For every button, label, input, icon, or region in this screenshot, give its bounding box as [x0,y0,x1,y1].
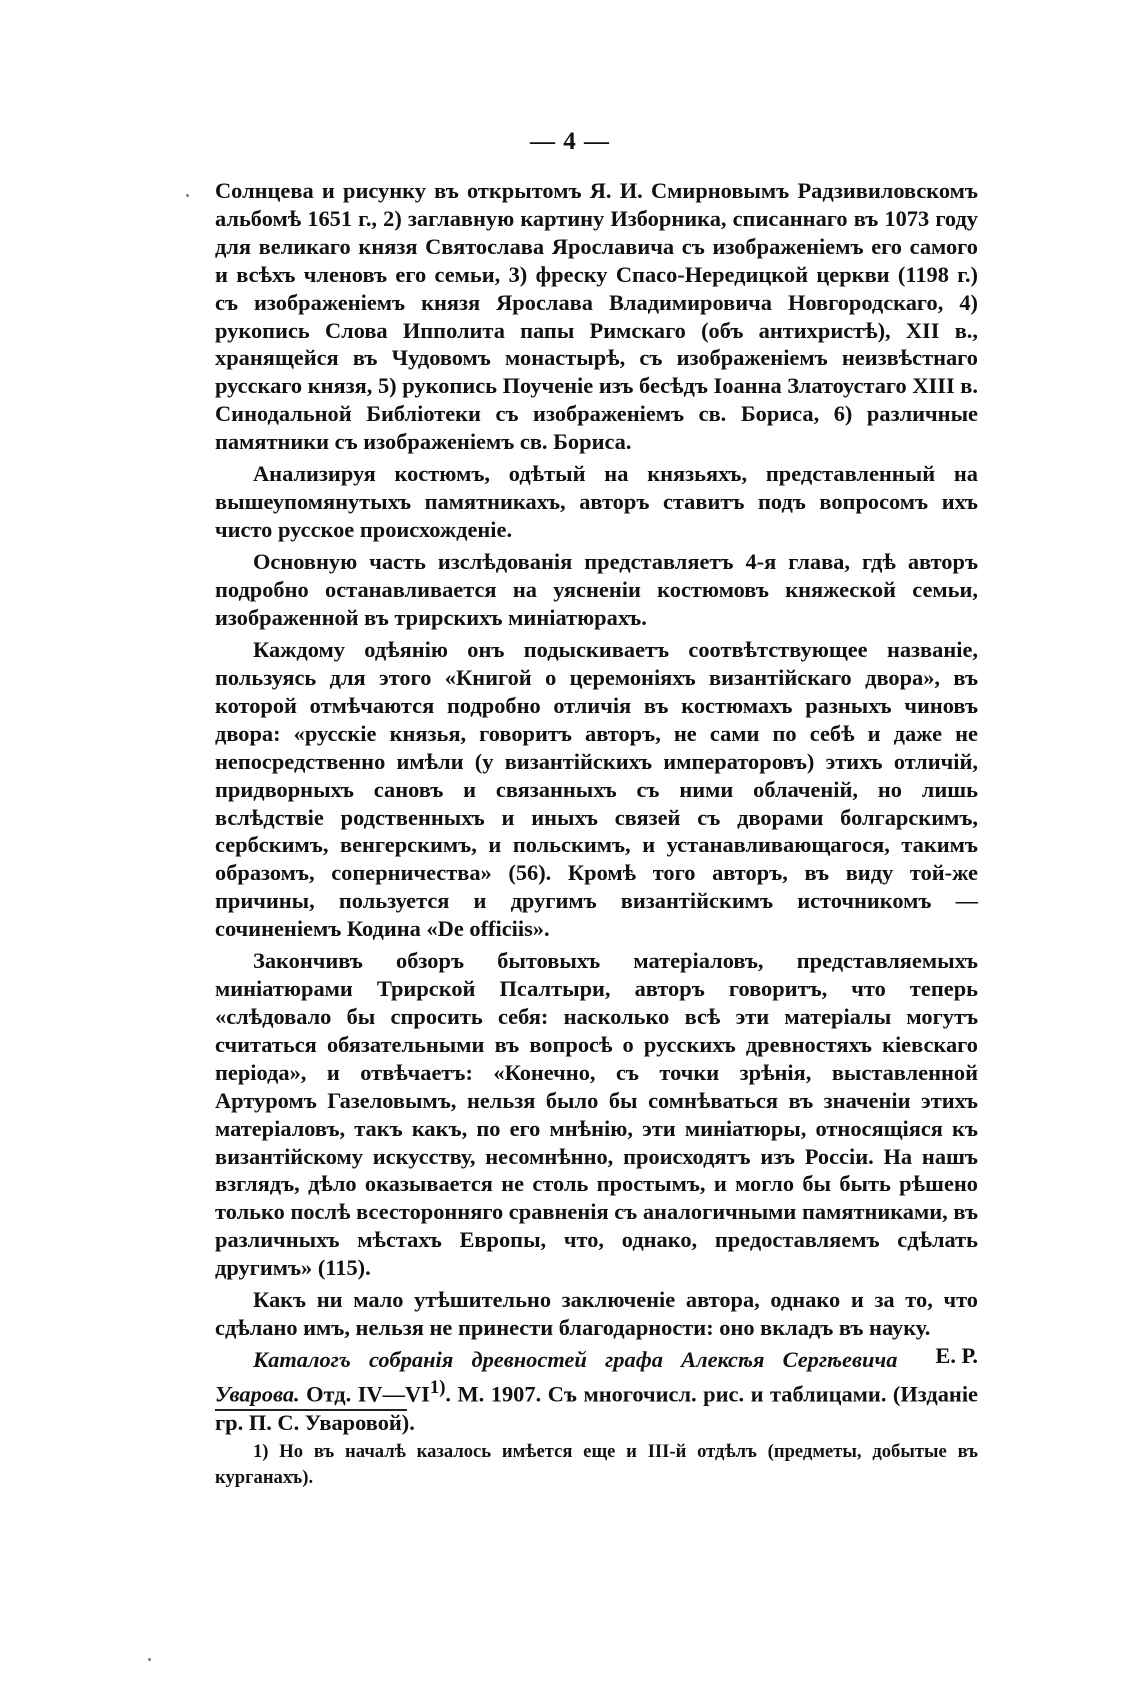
paragraph-1: Солнцева и рисунку въ открытомъ Я. И. Смирновымъ Радзивиловскомъ альбомѣ 1651 г., 2) заглавную картину Изборника, списаннаго въ 1073 году для великаго князя Святослава Ярославича съ изображеніемъ его самого и всѣхъ членовъ его семьи, 3) фреску Спасо-Нередицкой церкви (1198 г.) съ изображеніемъ князя Ярослава Владимировича Новгородскаго, 4) рукопись Слова Ипполита папы Римскаго (объ антихристѣ), XII в., хранящейся въ Чудовомъ монастырѣ, съ изображеніемъ неизвѣстнаго русскаго князя, 5) рукопись Поученіе изъ бесѣдъ Іоанна Златоустаго XIII в. Синодальной Библіотеки съ изображеніемъ св. Бориса, 6) различные памятники съ изображеніемъ св. Бориса. [215,178,978,455]
paper-speck [186,194,189,197]
page-number: — 4 — [530,128,610,155]
paragraph-6-text: Какъ ни мало утѣшительно заключеніе автора, однако и за то, что сдѣлано имъ, нельзя не принести благодарности: оно вкладъ въ науку. [215,1287,978,1341]
author-signature: Е. Р. [935,1343,978,1369]
body-text [215,177,978,1441]
footnote: 1) Но въ началѣ казалось имѣется еще и III-й отдѣлъ (предметы, добытые въ курганахъ). [215,1440,978,1488]
paragraph-5: Закончивъ обзоръ бытовыхъ матеріаловъ, представляемыхъ миніатюрами Трирской Псалтыри, авторъ говоритъ, что теперь «слѣдовало бы спросить себя: насколько всѣ эти матеріалы могутъ считаться обязательными въ вопросѣ о русскихъ древностяхъ кіевскаго періода», и отвѣчаетъ: «Конечно, съ точки зрѣнія, выставленной Артуромъ Газеловымъ, нельзя было бы сомнѣваться въ значеніи этихъ матеріаловъ, такъ какъ, по его мнѣнію, эти миніатюры, относящіяся къ византійскому искусству, несомнѣнно, происходятъ изъ Россіи. На нашъ взглядъ, дѣло оказывается не столь простымъ, и могло бы быть рѣшено только послѣ всесторонняго сравненія съ аналогичными памятниками, въ различныхъ мѣстахъ Европы, что, однако, предоставляемъ сдѣлать другимъ» (115). [215,948,978,1281]
catalog-details-start: Отд. IV—VI [306,1381,430,1407]
paragraph-3: Основную часть изслѣдованія представляетъ 4-я глава, гдѣ авторъ подробно останавливается на уясненіи костюмовъ княжеской семьи, изображенной въ трирскихъ миніатюрахъ. [215,549,978,630]
catalog-entry [215,1346,978,1436]
paragraph-6 [215,1286,978,1369]
catalog-title: Каталогъ собранія древностей графа Алексѣя Сергѣевича Уварова. [215,1347,898,1407]
footnote-divider [215,1409,407,1411]
catalog-details-end: . М. 1907. Съ многочисл. рис. и таблицами. (Изданіе гр. П. С. Уваровой). [215,1381,978,1435]
paper-speck [148,1658,151,1661]
paragraph-2: Анализируя костюмъ, одѣтый на князьяхъ, представленный на вышеупомянутыхъ памятникахъ, авторъ ставитъ подъ вопросомъ ихъ чисто русское происхожденіе. [215,461,978,543]
paragraph-4: Каждому одѣянію онъ подыскиваетъ соотвѣтствующее названіе, пользуясь для этого «Книгой о церемоніяхъ византійскаго двора», въ которой отмѣчаются подробно отличія въ костюмахъ разныхъ чиновъ двора: «русскіе князья, говоритъ авторъ, не сами по себѣ и даже не непосредственно имѣли (у византійскихъ императоровъ) этихъ отличій, придворныхъ сановъ и связанныхъ съ ними облаченій, но лишь вслѣдствіе родственныхъ и иныхъ связей съ дворами болгарскимъ, сербскимъ, венгерскимъ, и польскимъ, и устанавливающагося, такимъ образомъ, соперничества» (56). Кромѣ того авторъ, въ виду той-же причины, пользуется и другимъ византійскимъ источникомъ — сочиненіемъ Кодина «De officiis». [215,637,978,942]
footnote-marker: 1) [429,1377,446,1399]
